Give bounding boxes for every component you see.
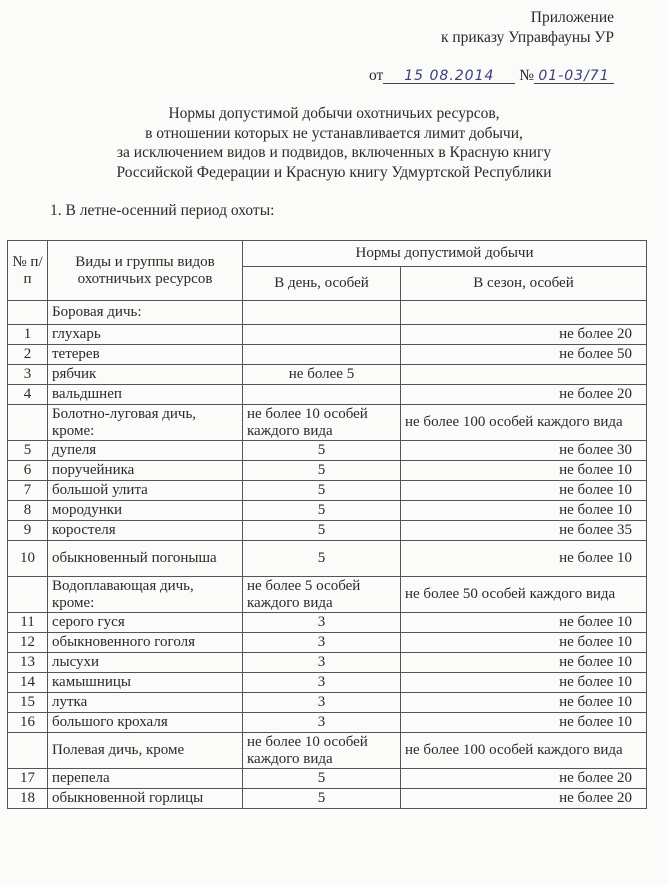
daily-norm: 3	[243, 713, 401, 733]
season-norm: не более 10	[401, 481, 647, 501]
table-row	[8, 653, 647, 673]
species-name: коростеля	[48, 521, 243, 541]
row-number: 15	[8, 693, 48, 713]
table-row	[8, 385, 647, 405]
daily-norm: 3	[243, 693, 401, 713]
daily-norm: 5	[243, 769, 401, 789]
season-norm: не более 20	[401, 789, 647, 809]
season-norm: не более 30	[401, 441, 647, 461]
title-line: в отношении которых не устанавливается лимит добычи,	[145, 124, 523, 142]
row-number: 7	[8, 481, 48, 501]
col-day-header: В день, особей	[243, 267, 401, 301]
species-name: дупеля	[48, 441, 243, 461]
daily-norm: не более 5 особей каждого вида	[243, 577, 401, 613]
order-date-number	[314, 66, 614, 86]
season-norm: не более 50 особей каждого вида	[401, 577, 647, 613]
title-line: Нормы допустимой добычи охотничьих ресурсов,	[168, 105, 500, 122]
document-title	[0, 104, 668, 182]
species-name: камышницы	[48, 673, 243, 693]
species-name: глухарь	[48, 325, 243, 345]
row-number: 2	[8, 345, 48, 365]
category-row	[8, 301, 647, 325]
date-prefix: от	[369, 67, 384, 84]
table-row	[8, 325, 647, 345]
species-name: обыкновенной горлицы	[48, 789, 243, 809]
date-field	[383, 66, 515, 86]
species-name: лутка	[48, 693, 243, 713]
season-norm: не более 10	[401, 653, 647, 673]
table-row	[8, 613, 647, 633]
species-name: Боровая дичь:	[48, 301, 243, 325]
season-norm: не более 10	[401, 633, 647, 653]
row-number: 3	[8, 365, 48, 385]
daily-norm	[243, 301, 401, 325]
daily-norm: 5	[243, 501, 401, 521]
species-name: серого гуся	[48, 613, 243, 633]
species-name: обыкновенный погоныша	[48, 541, 243, 577]
row-number: 4	[8, 385, 48, 405]
number-value: 01-03/71	[538, 68, 610, 84]
table-row	[8, 769, 647, 789]
row-number: 5	[8, 441, 48, 461]
date-value: 15 08.2014	[404, 68, 495, 84]
col-norms-header: Нормы допустимой добычи	[243, 241, 647, 267]
daily-norm: 5	[243, 541, 401, 577]
row-number: 9	[8, 521, 48, 541]
species-name: рябчик	[48, 365, 243, 385]
species-name: обыкновенного гоголя	[48, 633, 243, 653]
row-number: 1	[8, 325, 48, 345]
daily-norm: 3	[243, 613, 401, 633]
species-name: Болотно-луговая дичь, кроме:	[48, 405, 243, 441]
col-species-header: Виды и группы видов охотничьих ресурсов	[48, 241, 243, 301]
season-norm	[401, 365, 647, 385]
number-prefix: №	[519, 67, 534, 84]
appendix-block	[369, 8, 614, 84]
row-number: 18	[8, 789, 48, 809]
table-row	[8, 481, 647, 501]
order-reference: к приказу Управфауны УР	[440, 29, 614, 46]
species-name: вальдшнеп	[48, 385, 243, 405]
daily-norm: 5	[243, 461, 401, 481]
appendix-label: Приложение	[530, 9, 614, 26]
table-row	[8, 541, 647, 577]
daily-norm	[243, 325, 401, 345]
daily-norm: не более 10 особей каждого вида	[243, 405, 401, 441]
season-norm: не более 10	[401, 713, 647, 733]
table-row	[8, 693, 647, 713]
daily-norm: 3	[243, 633, 401, 653]
table-row	[8, 501, 647, 521]
season-norm: не более 10	[401, 501, 647, 521]
row-number: 13	[8, 653, 48, 673]
col-num-header: № п/п	[8, 241, 48, 301]
section-heading: 1. В летне-осенний период охоты:	[50, 202, 275, 219]
daily-norm: не более 5	[243, 365, 401, 385]
hunting-norms-table	[7, 240, 647, 809]
season-norm: не более 20	[401, 769, 647, 789]
row-number	[8, 405, 48, 441]
row-number: 17	[8, 769, 48, 789]
season-norm: не более 100 особей каждого вида	[401, 405, 647, 441]
season-norm: не более 10	[401, 461, 647, 481]
number-field	[534, 66, 614, 86]
season-norm: не более 35	[401, 521, 647, 541]
species-name: мородунки	[48, 501, 243, 521]
daily-norm: 3	[243, 673, 401, 693]
daily-norm: не более 10 особей каждого вида	[243, 733, 401, 769]
daily-norm: 5	[243, 441, 401, 461]
daily-norm	[243, 345, 401, 365]
row-number	[8, 301, 48, 325]
species-name: поручейника	[48, 461, 243, 481]
table-body	[8, 301, 647, 809]
species-name: Водоплавающая дичь, кроме:	[48, 577, 243, 613]
table-row	[8, 789, 647, 809]
table-row	[8, 345, 647, 365]
season-norm	[401, 301, 647, 325]
species-name: перепела	[48, 769, 243, 789]
species-name: Полевая дичь, кроме	[48, 733, 243, 769]
daily-norm: 3	[243, 653, 401, 673]
row-number: 12	[8, 633, 48, 653]
category-row	[8, 577, 647, 613]
daily-norm: 5	[243, 481, 401, 501]
season-norm: не более 10	[401, 541, 647, 577]
season-norm: не более 20	[401, 385, 647, 405]
daily-norm: 5	[243, 521, 401, 541]
season-norm: не более 10	[401, 693, 647, 713]
row-number: 8	[8, 501, 48, 521]
col-season-header: В сезон, особей	[401, 267, 647, 301]
table-row	[8, 365, 647, 385]
species-name: большого крохаля	[48, 713, 243, 733]
table-row	[8, 461, 647, 481]
row-number	[8, 577, 48, 613]
row-number: 14	[8, 673, 48, 693]
daily-norm	[243, 385, 401, 405]
row-number	[8, 733, 48, 769]
row-number: 6	[8, 461, 48, 481]
category-row	[8, 405, 647, 441]
species-name: тетерев	[48, 345, 243, 365]
table-row	[8, 713, 647, 733]
species-name: лысухи	[48, 653, 243, 673]
species-name: большой улита	[48, 481, 243, 501]
row-number: 10	[8, 541, 48, 577]
category-row	[8, 733, 647, 769]
season-norm: не более 100 особей каждого вида	[401, 733, 647, 769]
table-row	[8, 441, 647, 461]
title-line: за исключением видов и подвидов, включенных в Красную книгу	[116, 144, 552, 161]
season-norm: не более 20	[401, 325, 647, 345]
season-norm: не более 50	[401, 345, 647, 365]
season-norm: не более 10	[401, 613, 647, 633]
daily-norm: 5	[243, 789, 401, 809]
row-number: 11	[8, 613, 48, 633]
table-row	[8, 673, 647, 693]
season-norm: не более 10	[401, 673, 647, 693]
title-line: Российской Федерации и Красную книгу Удмуртской Республики	[116, 163, 552, 181]
table-row	[8, 633, 647, 653]
row-number: 16	[8, 713, 48, 733]
table-row	[8, 521, 647, 541]
